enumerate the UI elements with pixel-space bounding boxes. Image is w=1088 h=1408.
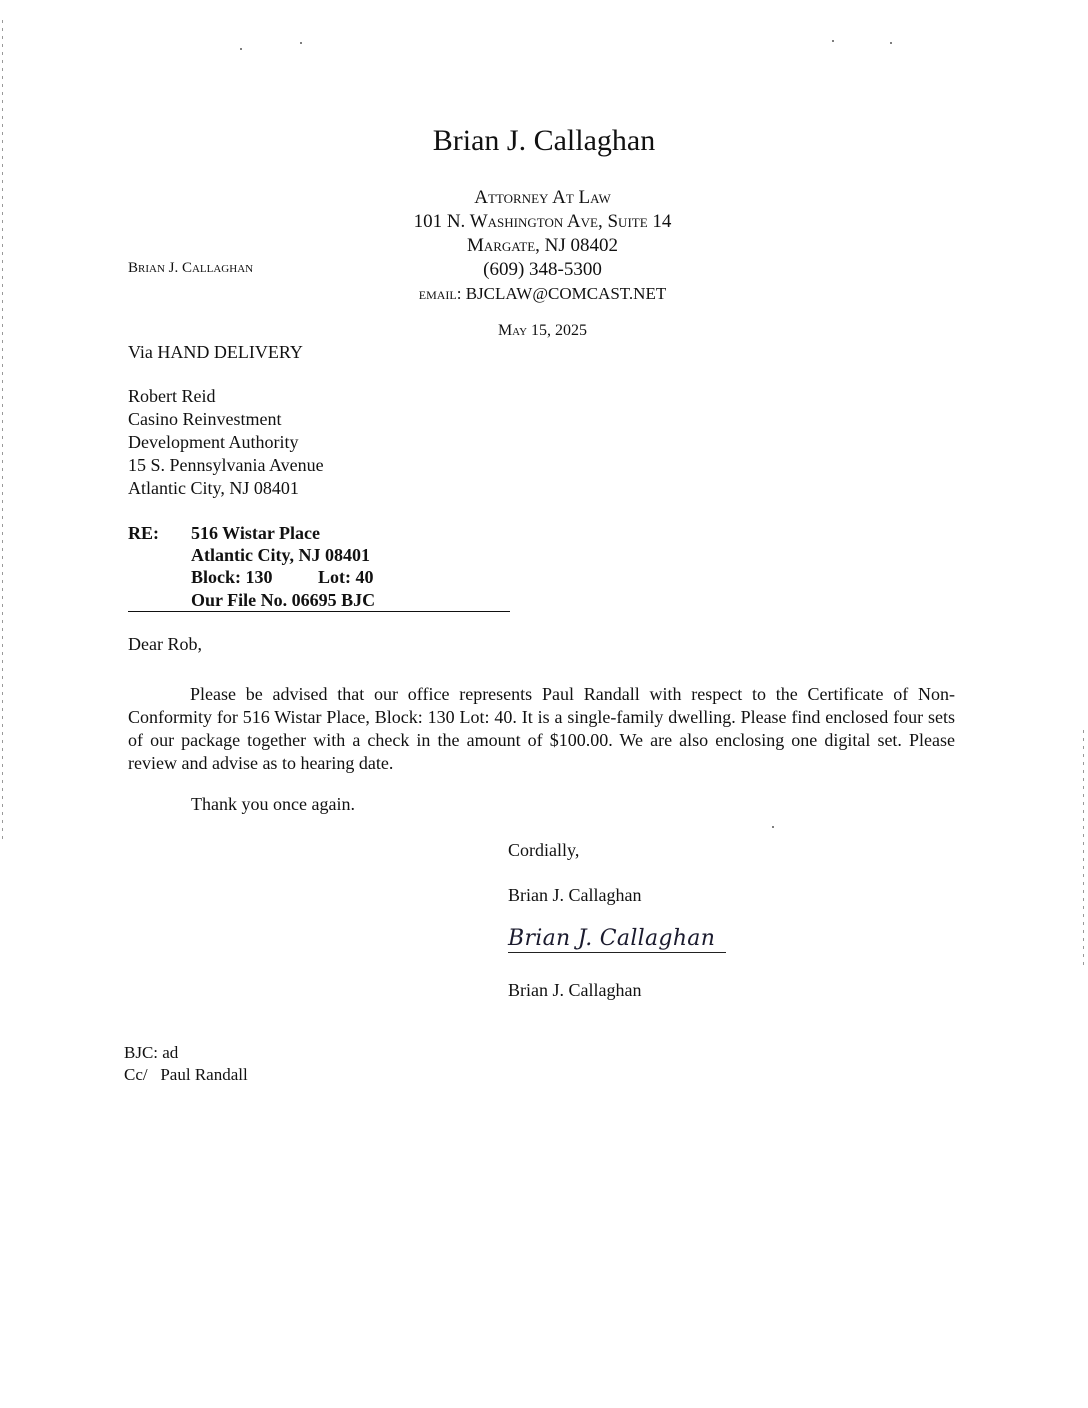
re-underline [128, 611, 510, 612]
scan-speck [890, 42, 892, 44]
recipient-line: Casino Reinvestment [128, 409, 282, 429]
re-property-city: Atlantic City, NJ 08401 [191, 545, 370, 565]
letter-date: May 15, 2025 [497, 322, 588, 339]
letterhead-address-line2: Margate, NJ 08402 [466, 235, 619, 256]
re-lot-number: Lot: 40 [318, 567, 374, 587]
letterhead-name: Brian J. Callaghan [432, 124, 656, 157]
letterhead-phone: (609) 348-5300 [483, 259, 602, 280]
letterhead-address-line1: 101 N. Washington Ave, Suite 14 [413, 211, 672, 232]
signature-underline [508, 952, 726, 953]
handwritten-signature: Brian J. Callaghan [508, 926, 716, 951]
salutation: Dear Rob, [128, 634, 202, 654]
typist-initials: BJC: ad [124, 1043, 179, 1062]
recipient-line: Atlantic City, NJ 08401 [128, 478, 299, 498]
re-label: RE: [128, 523, 159, 543]
scan-speck [300, 42, 302, 44]
closing: Cordially, [508, 840, 580, 860]
cc-line: Cc/ Paul Randall [124, 1065, 248, 1084]
scan-edge-mark [1083, 730, 1084, 970]
body-paragraph: Please be advised that our office represents Paul Randall with respect to the Certificate of Non-Conformity for 516 Wistar Place, Block: 130 Lot: 40. It is a single-family dwelling. Please find enclosed four sets of our package together with a check in the amount of $100.00. We are also enclosing one digital set. Please review and advise as to hearing date. [128, 684, 955, 773]
letterhead-title: Attorney At Law [474, 187, 611, 208]
scan-speck [240, 48, 242, 50]
recipient-line: 15 S. Pennsylvania Avenue [128, 455, 324, 475]
signer-name: Brian J. Callaghan [508, 885, 642, 905]
signer-name-typed: Brian J. Callaghan [508, 980, 642, 1000]
re-block-number: Block: 130 [191, 567, 273, 587]
letterhead-left-name: Brian J. Callaghan [128, 260, 254, 276]
re-file-number: Our File No. 06695 BJC [191, 590, 376, 610]
thanks-line: Thank you once again. [191, 794, 355, 814]
recipient-line: Robert Reid [128, 386, 216, 406]
letterhead-email: email: BJCLAW@COMCAST.NET [418, 284, 667, 303]
re-property-street: 516 Wistar Place [191, 523, 320, 543]
scan-speck [832, 40, 834, 42]
delivery-method: Via HAND DELIVERY [128, 342, 303, 362]
scan-speck [772, 826, 774, 828]
recipient-line: Development Authority [128, 432, 299, 452]
